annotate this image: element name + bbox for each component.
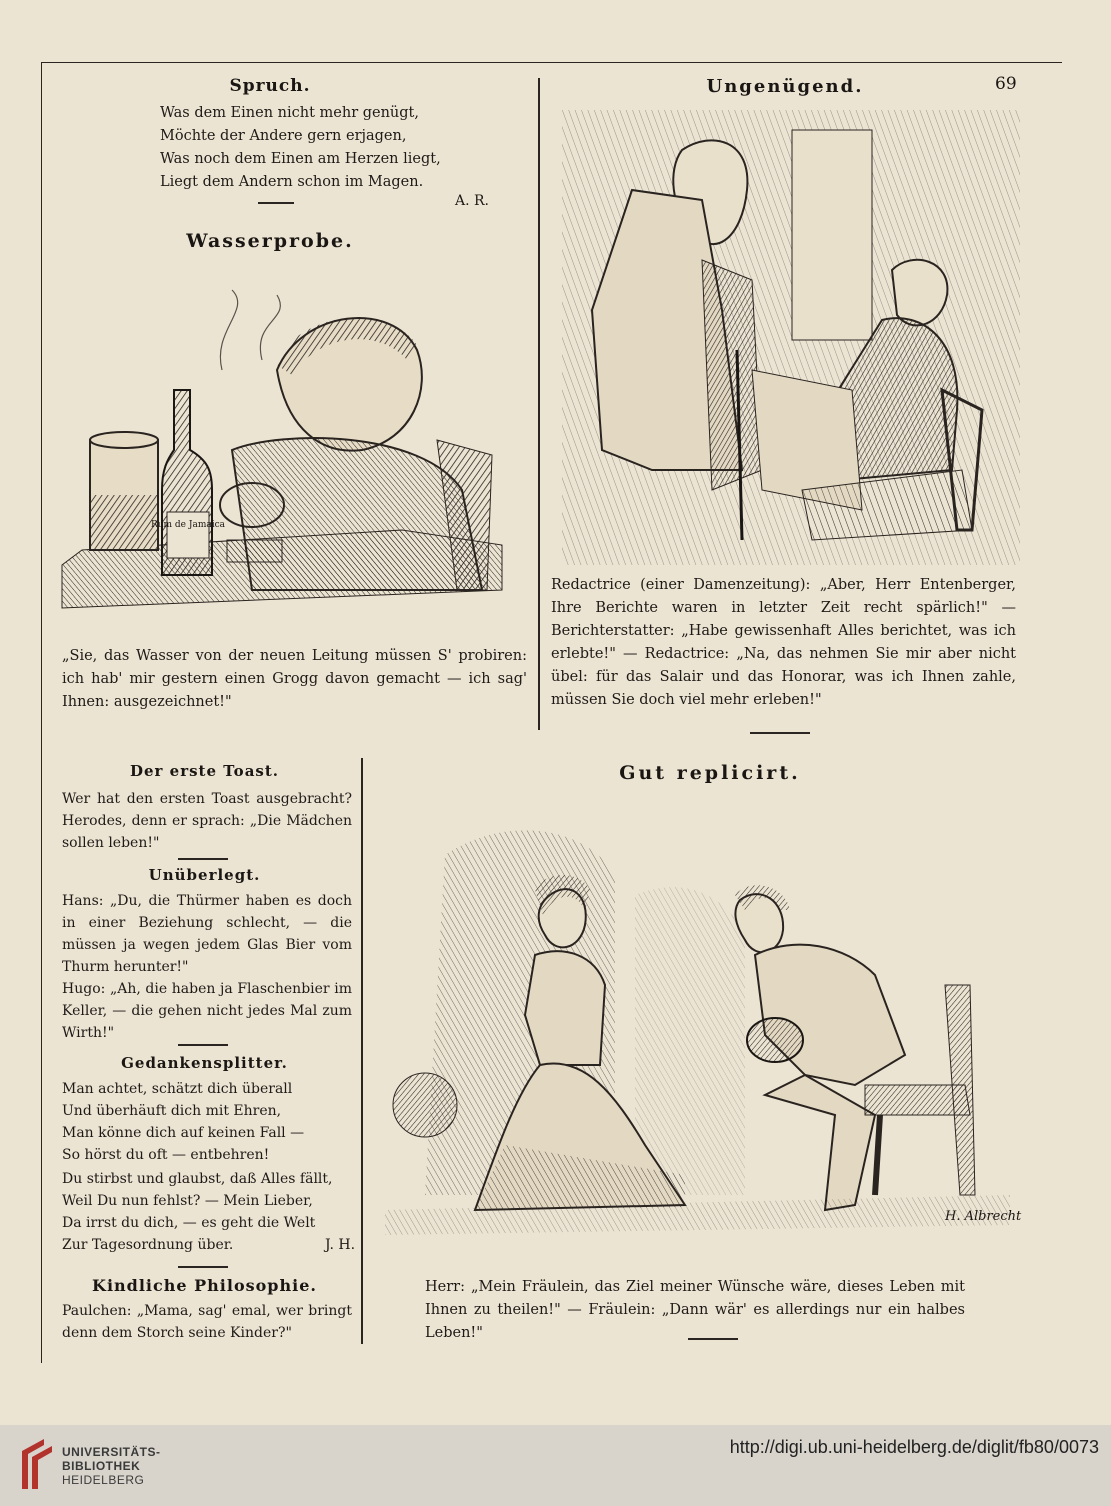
divider	[178, 1266, 228, 1268]
library-name-line-1: UNIVERSITÄTS-	[62, 1445, 161, 1459]
divider	[178, 858, 228, 860]
divider	[750, 732, 810, 734]
library-name-line-2: BIBLIOTHEK	[62, 1459, 141, 1473]
page-number: 69	[995, 74, 1017, 94]
spruch-title: Spruch.	[229, 76, 311, 96]
divider	[258, 202, 294, 204]
library-logo-icon	[18, 1437, 56, 1493]
ungenuegend-title: Ungenügend.	[706, 76, 864, 97]
spruch-line: Was dem Einen nicht mehr genügt,	[160, 105, 419, 121]
bottle-label: Rum de Jamaica	[150, 520, 226, 530]
wasserprobe-caption: „Sie, das Wasser von der neuen Leitung müssen S' probiren: ich hab' mir gestern einen Grogg davon gemacht — ich sag' Ihnen: ausgezeichnet!"	[62, 648, 527, 710]
spruch-line: Was noch dem Einen am Herzen liegt,	[160, 151, 441, 167]
spruch-poem	[160, 102, 441, 194]
wasserprobe-title: Wasserprobe.	[186, 230, 354, 252]
poem-line: Weil Du nun fehlst? — Mein Lieber,	[62, 1193, 313, 1209]
kindliche-title: Kindliche Philosophie.	[92, 1276, 317, 1295]
gedankensplitter-title: Gedankensplitter.	[121, 1054, 288, 1072]
ungenuegend-caption: Redactrice (einer Damenzeitung): „Aber, Herr Entenberger, Ihre Berichte waren in letzter Zeit recht spärlich!" — Berichterstatter: „Habe gewissenhaft Alles berichtet, was ich erlebte!" — Redactrice: „Na, das nehmen Sie mir aber nicht übel: für das Salair und das Honorar, was ich Ihnen zahle, müssen Sie doch viel mehr erleben!"	[551, 577, 1016, 708]
unueberlegt-p2: Hugo: „Ah, die haben ja Flaschenbier im Keller, — die gehen nicht jedes Mal zum Wirth!"	[62, 981, 352, 1041]
footer-bar	[0, 1425, 1111, 1506]
poem-line: So hörst du oft — entbehren!	[62, 1147, 270, 1163]
library-name-line-3: HEIDELBERG	[62, 1473, 145, 1487]
ungenuegend-illustration	[562, 110, 1020, 565]
column-divider-top	[538, 78, 540, 730]
gedankensplitter-signature: J. H.	[325, 1237, 356, 1253]
kindliche-text: Paulchen: „Mama, sag' emal, wer bringt denn dem Storch seine Kinder?"	[62, 1303, 352, 1341]
poem-line: Man könne dich auf keinen Fall —	[62, 1125, 305, 1141]
column-divider-bottom	[361, 758, 363, 1344]
spruch-line: Möchte der Andere gern erjagen,	[160, 128, 407, 144]
gedankensplitter-stanza-1	[62, 1078, 304, 1166]
poem-line: Man achtet, schätzt dich überall	[62, 1081, 293, 1097]
erste-toast-title: Der erste Toast.	[129, 762, 280, 780]
erste-toast-text: Wer hat den ersten Toast ausgebracht? Herodes, denn er sprach: „Die Mädchen sollen leben!"	[62, 791, 352, 851]
unueberlegt-title: Unüberlegt.	[148, 866, 261, 884]
divider	[178, 1044, 228, 1046]
gut-replicirt-illustration	[385, 815, 1022, 1265]
poem-line: Du stirbst und glaubst, daß Alles fällt,	[62, 1171, 333, 1187]
wasserprobe-illustration	[62, 290, 527, 625]
divider	[688, 1338, 738, 1340]
unueberlegt-p1: Hans: „Du, die Thürmer haben es doch in einer Beziehung schlecht, — die müssen ja wegen jedem Glas Bier vom Thurm herunter!"	[62, 893, 352, 975]
poem-line: Da irrst du dich, — es geht die Welt	[62, 1215, 316, 1231]
spruch-line: Liegt dem Andern schon im Magen.	[160, 174, 424, 190]
gedankensplitter-stanza-2	[62, 1168, 332, 1256]
gut-replicirt-caption: Herr: „Mein Fräulein, das Ziel meiner Wünsche wäre, dieses Leben mit Ihnen zu theilen!" — Fräulein: „Dann wär' es allerdings nur ein halbes Leben!"	[425, 1279, 965, 1341]
spruch-signature: A. R.	[455, 193, 490, 209]
poem-line: Und überhäuft dich mit Ehren,	[62, 1103, 282, 1119]
artist-signature: H. Albrecht	[945, 1209, 1022, 1224]
gut-replicirt-title: Gut replicirt.	[619, 762, 801, 784]
digital-library-url[interactable]: http://digi.ub.uni-heidelberg.de/diglit/fb80/0073	[729, 1437, 1099, 1457]
poem-line: Zur Tagesordnung über.	[62, 1237, 234, 1253]
